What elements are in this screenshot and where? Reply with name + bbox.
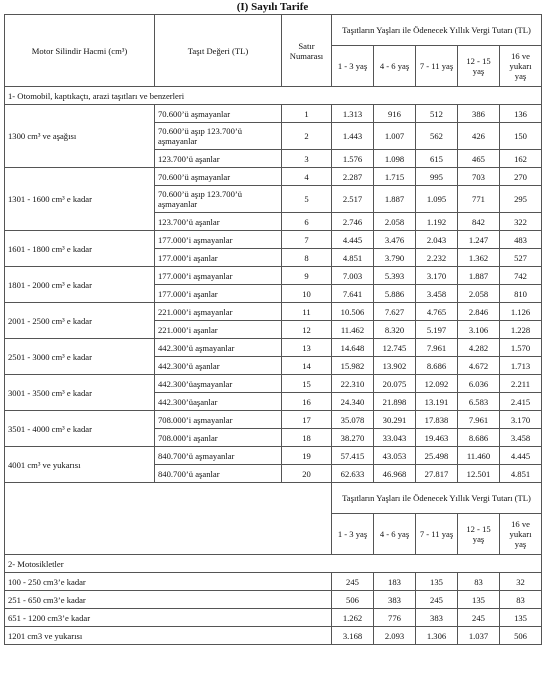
tax-cell: 527 bbox=[500, 249, 542, 267]
tax-cell: 3.106 bbox=[458, 321, 500, 339]
tax-cell: 1.313 bbox=[332, 105, 374, 123]
tax-cell: 2.415 bbox=[500, 393, 542, 411]
header-motor: Motor Silindir Hacmi (cm³) bbox=[5, 15, 155, 87]
row-number-cell: 17 bbox=[282, 411, 332, 429]
tax-cell: 1.037 bbox=[458, 627, 500, 645]
tax-cell: 7.961 bbox=[458, 411, 500, 429]
value-cell: 442.300’üaşanlar bbox=[155, 393, 282, 411]
value-cell: 177.000’i aşmayanlar bbox=[155, 267, 282, 285]
tax-cell: 35.078 bbox=[332, 411, 374, 429]
tax-cell: 512 bbox=[416, 105, 458, 123]
value-cell: 70.600’ü aşıp 123.700’ü aşmayanlar bbox=[155, 123, 282, 150]
engine-cell: 2501 - 3000 cm³ e kadar bbox=[5, 339, 155, 375]
tax-cell: 32 bbox=[500, 573, 542, 591]
tax-cell: 4.672 bbox=[458, 357, 500, 375]
tax-cell: 916 bbox=[374, 105, 416, 123]
value-cell: 708.000’i aşmayanlar bbox=[155, 411, 282, 429]
tax-cell: 771 bbox=[458, 186, 500, 213]
header-age: 7 - 11 yaş bbox=[416, 514, 458, 555]
tax-cell: 4.765 bbox=[416, 303, 458, 321]
tax-cell: 150 bbox=[500, 123, 542, 150]
tax-cell: 83 bbox=[500, 591, 542, 609]
table-row bbox=[5, 267, 542, 285]
tax-cell: 2.043 bbox=[416, 231, 458, 249]
tax-cell: 57.415 bbox=[332, 447, 374, 465]
tax-cell: 270 bbox=[500, 168, 542, 186]
tax-cell: 2.846 bbox=[458, 303, 500, 321]
tax-cell: 3.476 bbox=[374, 231, 416, 249]
row-number-cell: 15 bbox=[282, 375, 332, 393]
tax-cell: 245 bbox=[332, 573, 374, 591]
tax-cell: 1.098 bbox=[374, 150, 416, 168]
tax-cell: 7.641 bbox=[332, 285, 374, 303]
section1-title: 1- Otomobil, kaptıkaçtı, arazi taşıtları ve benzerleri bbox=[5, 87, 542, 105]
tax-cell: 30.291 bbox=[374, 411, 416, 429]
tax-cell: 15.982 bbox=[332, 357, 374, 375]
tax-cell: 2.517 bbox=[332, 186, 374, 213]
header-age: 16 ve yukarı yaş bbox=[500, 46, 542, 87]
tax-cell: 6.583 bbox=[458, 393, 500, 411]
tax-cell: 11.460 bbox=[458, 447, 500, 465]
header-age: 12 - 15 yaş bbox=[458, 46, 500, 87]
tax-cell: 1.570 bbox=[500, 339, 542, 357]
tax-cell: 426 bbox=[458, 123, 500, 150]
tax-cell: 4.445 bbox=[332, 231, 374, 249]
row-number-cell: 14 bbox=[282, 357, 332, 375]
tax-cell: 17.838 bbox=[416, 411, 458, 429]
tax-cell: 3.170 bbox=[500, 411, 542, 429]
value-cell: 221.000’i aşmayanlar bbox=[155, 303, 282, 321]
engine-cell: 1301 - 1600 cm³ e kadar bbox=[5, 168, 155, 231]
tax-cell: 842 bbox=[458, 213, 500, 231]
table-row bbox=[5, 375, 542, 393]
tax-cell: 4.282 bbox=[458, 339, 500, 357]
moto-engine-cell: 251 - 650 cm3’e kadar bbox=[5, 591, 332, 609]
tax-cell: 3.458 bbox=[416, 285, 458, 303]
table-row bbox=[5, 411, 542, 429]
row-number-cell: 12 bbox=[282, 321, 332, 339]
tax-cell: 183 bbox=[374, 573, 416, 591]
tax-cell: 2.232 bbox=[416, 249, 458, 267]
tax-cell: 7.961 bbox=[416, 339, 458, 357]
tax-cell: 135 bbox=[416, 573, 458, 591]
tax-cell: 1.362 bbox=[458, 249, 500, 267]
header-row bbox=[5, 15, 542, 46]
section2-title: 2- Motosikletler bbox=[5, 555, 542, 573]
tax-table bbox=[4, 14, 542, 645]
value-cell: 840.700’ü aşmayanlar bbox=[155, 447, 282, 465]
tax-cell: 19.463 bbox=[416, 429, 458, 447]
table-row bbox=[5, 303, 542, 321]
tax-cell: 135 bbox=[458, 591, 500, 609]
tax-cell: 776 bbox=[374, 609, 416, 627]
tax-cell: 1.192 bbox=[416, 213, 458, 231]
moto-engine-cell: 1201 cm3 ve yukarısı bbox=[5, 627, 332, 645]
header-age: 4 - 6 yaş bbox=[374, 514, 416, 555]
header-value: Taşıt Değeri (TL) bbox=[155, 15, 282, 87]
tax-cell: 4.851 bbox=[332, 249, 374, 267]
tax-cell: 1.713 bbox=[500, 357, 542, 375]
row-number-cell: 4 bbox=[282, 168, 332, 186]
tax-cell: 810 bbox=[500, 285, 542, 303]
value-cell: 442.300’ü aşanlar bbox=[155, 357, 282, 375]
engine-cell: 2001 - 2500 cm³ e kadar bbox=[5, 303, 155, 339]
value-cell: 123.700’ü aşanlar bbox=[155, 213, 282, 231]
tax-cell: 25.498 bbox=[416, 447, 458, 465]
tax-cell: 1.576 bbox=[332, 150, 374, 168]
tax-cell: 7.003 bbox=[332, 267, 374, 285]
engine-cell: 1801 - 2000 cm³ e kadar bbox=[5, 267, 155, 303]
value-cell: 70.600’ü aşıp 123.700’ü aşmayanlar bbox=[155, 186, 282, 213]
engine-cell: 1300 cm³ ve aşağısı bbox=[5, 105, 155, 168]
value-cell: 177.000’i aşanlar bbox=[155, 285, 282, 303]
value-cell: 442.300’ü aşmayanlar bbox=[155, 339, 282, 357]
tax-cell: 12.501 bbox=[458, 465, 500, 483]
table-row bbox=[5, 168, 542, 186]
header-age: 16 ve yukarı yaş bbox=[500, 514, 542, 555]
engine-cell: 3001 - 3500 cm³ e kadar bbox=[5, 375, 155, 411]
tax-cell: 615 bbox=[416, 150, 458, 168]
tax-cell: 136 bbox=[500, 105, 542, 123]
tax-cell: 22.310 bbox=[332, 375, 374, 393]
row-number-cell: 6 bbox=[282, 213, 332, 231]
tax-cell: 1.247 bbox=[458, 231, 500, 249]
header-age: 1 - 3 yaş bbox=[332, 46, 374, 87]
tax-cell: 322 bbox=[500, 213, 542, 231]
tax-cell: 742 bbox=[500, 267, 542, 285]
tax-cell: 3.170 bbox=[416, 267, 458, 285]
tax-cell: 13.191 bbox=[416, 393, 458, 411]
row-number-cell: 7 bbox=[282, 231, 332, 249]
tax-cell: 1.887 bbox=[458, 267, 500, 285]
tax-cell: 6.036 bbox=[458, 375, 500, 393]
tax-cell: 245 bbox=[458, 609, 500, 627]
tax-cell: 135 bbox=[500, 609, 542, 627]
tax-cell: 2.287 bbox=[332, 168, 374, 186]
tax-cell: 62.633 bbox=[332, 465, 374, 483]
tax-cell: 2.093 bbox=[374, 627, 416, 645]
tax-cell: 703 bbox=[458, 168, 500, 186]
tax-cell: 8.320 bbox=[374, 321, 416, 339]
table-row bbox=[5, 105, 542, 123]
table-row bbox=[5, 339, 542, 357]
table-row bbox=[5, 447, 542, 465]
header-row-number: Satır Numarası bbox=[282, 15, 332, 87]
tax-cell: 20.075 bbox=[374, 375, 416, 393]
engine-cell: 4001 cm³ ve yukarısı bbox=[5, 447, 155, 483]
tax-cell: 3.790 bbox=[374, 249, 416, 267]
engine-cell: 3501 - 4000 cm³ e kadar bbox=[5, 411, 155, 447]
table-row bbox=[5, 573, 542, 591]
tax-cell: 1.715 bbox=[374, 168, 416, 186]
value-cell: 840.700’ü aşanlar bbox=[155, 465, 282, 483]
row-number-cell: 16 bbox=[282, 393, 332, 411]
value-cell: 70.600’ü aşmayanlar bbox=[155, 105, 282, 123]
tax-cell: 506 bbox=[332, 591, 374, 609]
tax-cell: 2.746 bbox=[332, 213, 374, 231]
tax-cell: 162 bbox=[500, 150, 542, 168]
tax-cell: 8.686 bbox=[458, 429, 500, 447]
tax-cell: 14.648 bbox=[332, 339, 374, 357]
row-number-cell: 18 bbox=[282, 429, 332, 447]
tax-cell: 465 bbox=[458, 150, 500, 168]
tax-cell: 11.462 bbox=[332, 321, 374, 339]
tax-cell: 21.898 bbox=[374, 393, 416, 411]
header-row-2 bbox=[5, 483, 542, 514]
header-age: 12 - 15 yaş bbox=[458, 514, 500, 555]
tax-cell: 245 bbox=[416, 591, 458, 609]
tax-cell: 1.262 bbox=[332, 609, 374, 627]
tax-cell: 506 bbox=[500, 627, 542, 645]
header-tax-group-2: Taşıtların Yaşları ile Ödenecek Yıllık Vergi Tutarı (TL) bbox=[332, 483, 542, 514]
table-row bbox=[5, 591, 542, 609]
header-age: 7 - 11 yaş bbox=[416, 46, 458, 87]
row-number-cell: 5 bbox=[282, 186, 332, 213]
value-cell: 221.000’i aşanlar bbox=[155, 321, 282, 339]
tax-cell: 3.168 bbox=[332, 627, 374, 645]
table-body bbox=[5, 15, 542, 645]
engine-cell: 1601 - 1800 cm³ e kadar bbox=[5, 231, 155, 267]
page-title: (I) Sayılı Tarife bbox=[236, 1, 309, 13]
header-tax-group: Taşıtların Yaşları ile Ödenecek Yıllık Vergi Tutarı (TL) bbox=[332, 15, 542, 46]
row-number-cell: 1 bbox=[282, 105, 332, 123]
tax-cell: 1.228 bbox=[500, 321, 542, 339]
table-row bbox=[5, 627, 542, 645]
tax-cell: 386 bbox=[458, 105, 500, 123]
tax-cell: 24.340 bbox=[332, 393, 374, 411]
tax-cell: 4.851 bbox=[500, 465, 542, 483]
tax-cell: 83 bbox=[458, 573, 500, 591]
tax-cell: 383 bbox=[416, 609, 458, 627]
row-number-cell: 13 bbox=[282, 339, 332, 357]
empty-cell bbox=[5, 483, 332, 555]
tax-cell: 295 bbox=[500, 186, 542, 213]
tax-cell: 1.443 bbox=[332, 123, 374, 150]
moto-engine-cell: 651 - 1200 cm3’e kadar bbox=[5, 609, 332, 627]
tax-cell: 2.058 bbox=[374, 213, 416, 231]
tax-cell: 12.745 bbox=[374, 339, 416, 357]
tax-cell: 38.270 bbox=[332, 429, 374, 447]
row-number-cell: 11 bbox=[282, 303, 332, 321]
tax-cell: 1.095 bbox=[416, 186, 458, 213]
moto-engine-cell: 100 - 250 cm3’e kadar bbox=[5, 573, 332, 591]
tax-cell: 1.007 bbox=[374, 123, 416, 150]
tax-cell: 562 bbox=[416, 123, 458, 150]
row-number-cell: 19 bbox=[282, 447, 332, 465]
value-cell: 177.000’i aşmayanlar bbox=[155, 231, 282, 249]
section-row bbox=[5, 87, 542, 105]
value-cell: 123.700’ü aşanlar bbox=[155, 150, 282, 168]
tax-cell: 2.211 bbox=[500, 375, 542, 393]
tax-cell: 13.902 bbox=[374, 357, 416, 375]
tax-cell: 3.458 bbox=[500, 429, 542, 447]
tax-cell: 12.092 bbox=[416, 375, 458, 393]
table-row bbox=[5, 609, 542, 627]
row-number-cell: 8 bbox=[282, 249, 332, 267]
tax-cell: 46.968 bbox=[374, 465, 416, 483]
value-cell: 442.300’üaşmayanlar bbox=[155, 375, 282, 393]
tax-cell: 5.393 bbox=[374, 267, 416, 285]
value-cell: 708.000’i aşanlar bbox=[155, 429, 282, 447]
tax-cell: 43.053 bbox=[374, 447, 416, 465]
tax-cell: 33.043 bbox=[374, 429, 416, 447]
tax-cell: 7.627 bbox=[374, 303, 416, 321]
tax-cell: 5.197 bbox=[416, 321, 458, 339]
tax-cell: 383 bbox=[374, 591, 416, 609]
header-age: 4 - 6 yaş bbox=[374, 46, 416, 87]
row-number-cell: 20 bbox=[282, 465, 332, 483]
tax-cell: 483 bbox=[500, 231, 542, 249]
tax-cell: 1.306 bbox=[416, 627, 458, 645]
row-number-cell: 10 bbox=[282, 285, 332, 303]
tax-cell: 1.887 bbox=[374, 186, 416, 213]
table-row bbox=[5, 231, 542, 249]
tax-cell: 4.445 bbox=[500, 447, 542, 465]
value-cell: 177.000’i aşanlar bbox=[155, 249, 282, 267]
tax-cell: 8.686 bbox=[416, 357, 458, 375]
row-number-cell: 9 bbox=[282, 267, 332, 285]
row-number-cell: 2 bbox=[282, 123, 332, 150]
tax-cell: 5.886 bbox=[374, 285, 416, 303]
tax-cell: 27.817 bbox=[416, 465, 458, 483]
section-row bbox=[5, 555, 542, 573]
tax-cell: 2.058 bbox=[458, 285, 500, 303]
header-age: 1 - 3 yaş bbox=[332, 514, 374, 555]
tax-cell: 10.506 bbox=[332, 303, 374, 321]
tax-cell: 1.126 bbox=[500, 303, 542, 321]
value-cell: 70.600’ü aşmayanlar bbox=[155, 168, 282, 186]
tax-cell: 995 bbox=[416, 168, 458, 186]
row-number-cell: 3 bbox=[282, 150, 332, 168]
